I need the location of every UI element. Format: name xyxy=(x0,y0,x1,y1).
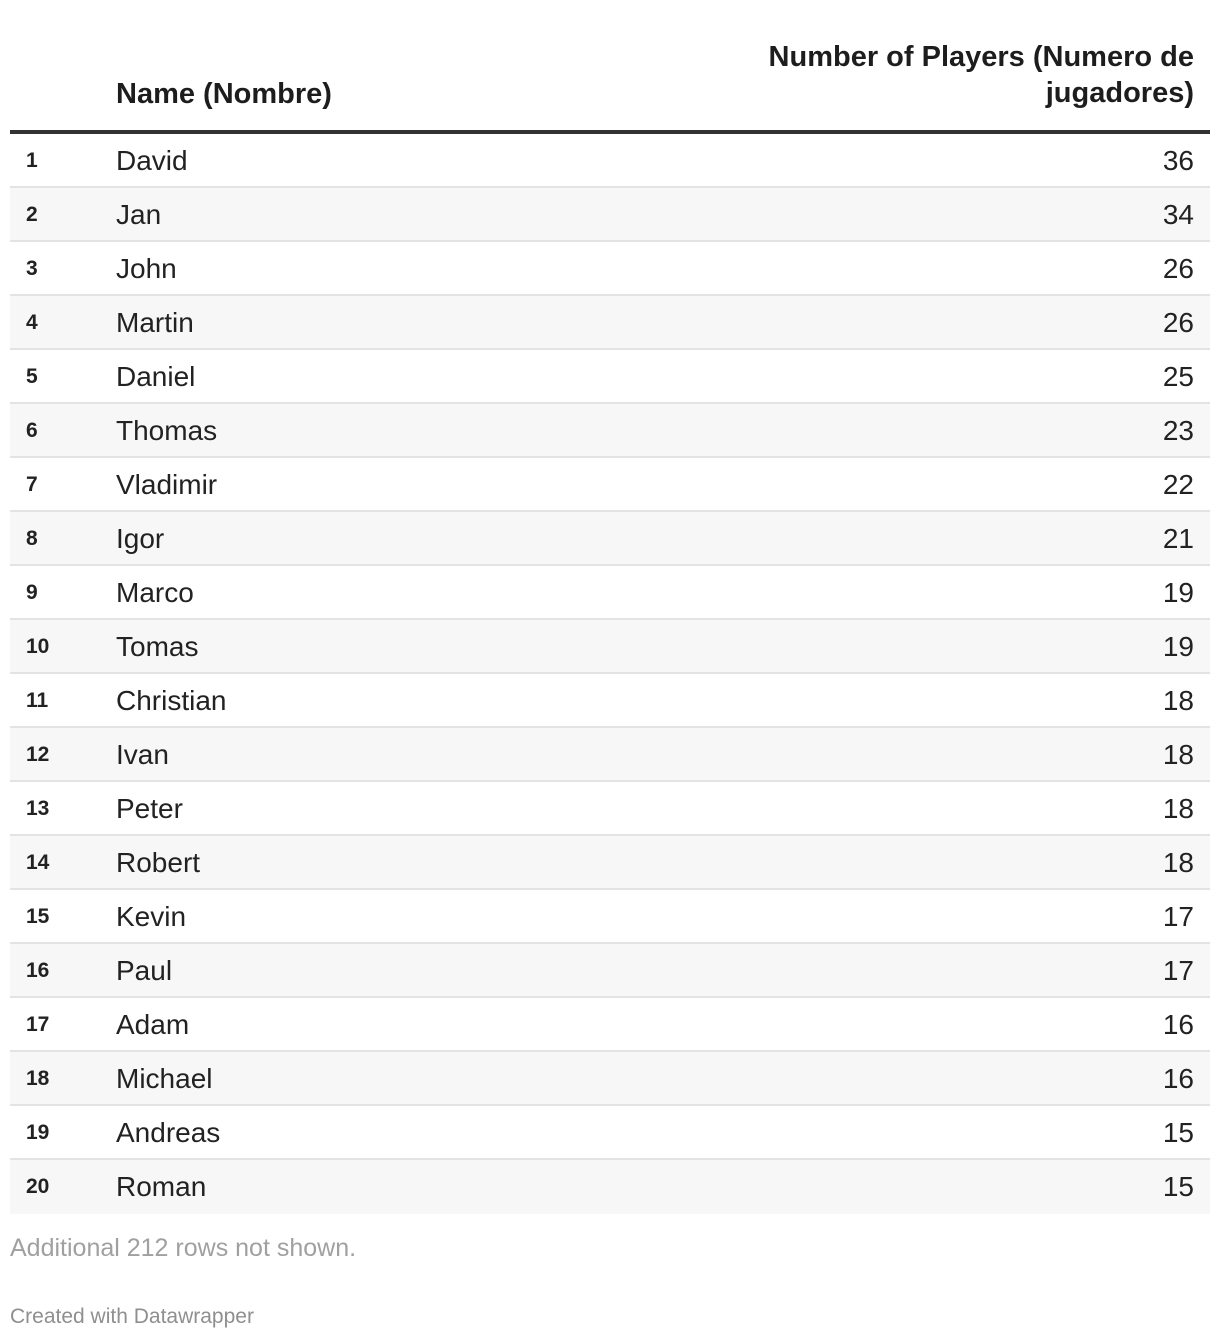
table-row xyxy=(10,404,1210,458)
row-player-count: 34 xyxy=(1162,199,1194,230)
row-name: Peter xyxy=(116,793,183,824)
column-header-name[interactable]: Name (Nombre) xyxy=(116,78,332,110)
table-row xyxy=(10,1106,1210,1160)
row-name: Michael xyxy=(116,1063,213,1094)
row-rank: 20 xyxy=(26,1175,50,1198)
row-player-count: 26 xyxy=(1162,253,1194,284)
row-player-count: 18 xyxy=(1162,739,1194,770)
table-row xyxy=(10,944,1210,998)
row-rank: 11 xyxy=(26,689,49,712)
row-rank: 14 xyxy=(26,851,50,874)
table-row xyxy=(10,890,1210,944)
row-name: Martin xyxy=(116,307,194,338)
table-header xyxy=(10,0,1210,134)
table-row xyxy=(10,620,1210,674)
table-row xyxy=(10,296,1210,350)
row-rank: 12 xyxy=(26,743,50,766)
row-name: Adam xyxy=(116,1009,190,1040)
table-row xyxy=(10,566,1210,620)
row-player-count: 26 xyxy=(1162,307,1194,338)
row-player-count: 16 xyxy=(1162,1063,1194,1094)
row-player-count: 17 xyxy=(1162,955,1194,986)
row-rank: 9 xyxy=(26,581,38,604)
row-player-count: 18 xyxy=(1162,847,1194,878)
row-rank: 10 xyxy=(26,635,50,658)
row-name: Andreas xyxy=(116,1117,221,1148)
table-row xyxy=(10,350,1210,404)
row-player-count: 19 xyxy=(1162,631,1194,662)
row-rank: 4 xyxy=(26,311,38,334)
table-row xyxy=(10,242,1210,296)
row-name: John xyxy=(116,253,177,284)
rows-not-shown-note: Additional 212 rows not shown. xyxy=(10,1234,357,1262)
table-row xyxy=(10,674,1210,728)
row-name: Marco xyxy=(116,577,194,608)
row-player-count: 15 xyxy=(1162,1117,1194,1148)
table-row xyxy=(10,188,1210,242)
row-rank: 15 xyxy=(26,905,50,928)
table-row xyxy=(10,1052,1210,1106)
table-row xyxy=(10,998,1210,1052)
datawrapper-credit: Created with Datawrapper xyxy=(10,1305,254,1328)
row-name: Jan xyxy=(116,199,162,230)
row-name: Daniel xyxy=(116,361,196,392)
row-player-count: 16 xyxy=(1162,1009,1194,1040)
row-player-count: 23 xyxy=(1162,415,1194,446)
row-rank: 5 xyxy=(26,365,38,388)
row-rank: 17 xyxy=(26,1013,50,1036)
row-rank: 6 xyxy=(26,419,38,442)
row-name: David xyxy=(116,145,188,176)
row-player-count: 18 xyxy=(1162,793,1194,824)
row-name: Igor xyxy=(116,523,165,554)
row-name: Kevin xyxy=(116,901,187,932)
row-rank: 3 xyxy=(26,257,38,280)
row-name: Ivan xyxy=(116,739,169,770)
row-player-count: 17 xyxy=(1162,901,1194,932)
row-rank: 18 xyxy=(26,1067,50,1090)
row-name: Vladimir xyxy=(116,469,218,500)
table-row xyxy=(10,512,1210,566)
row-player-count: 36 xyxy=(1162,145,1194,176)
row-rank: 8 xyxy=(26,527,38,550)
row-player-count: 22 xyxy=(1162,469,1194,500)
row-player-count: 25 xyxy=(1162,361,1194,392)
row-rank: 7 xyxy=(26,473,38,496)
row-name: Thomas xyxy=(116,415,218,446)
table-row xyxy=(10,1160,1210,1214)
row-rank: 2 xyxy=(26,203,38,226)
row-rank: 13 xyxy=(26,797,50,820)
column-header-players[interactable]: Number of Players (Numero de jugadores) xyxy=(768,41,1194,109)
row-player-count: 15 xyxy=(1162,1171,1194,1202)
row-rank: 16 xyxy=(26,959,50,982)
table-row xyxy=(10,134,1210,188)
row-name: Paul xyxy=(116,955,173,986)
table-row xyxy=(10,836,1210,890)
table-row xyxy=(10,458,1210,512)
row-player-count: 21 xyxy=(1162,523,1194,554)
row-name: Christian xyxy=(116,685,227,716)
row-name: Tomas xyxy=(116,631,199,662)
row-name: Robert xyxy=(116,847,201,878)
data-table xyxy=(10,0,1210,1214)
row-player-count: 18 xyxy=(1162,685,1194,716)
row-rank: 1 xyxy=(26,149,38,172)
table-body xyxy=(10,134,1210,1214)
row-player-count: 19 xyxy=(1162,577,1194,608)
row-rank: 19 xyxy=(26,1121,50,1144)
row-name: Roman xyxy=(116,1171,207,1202)
table-row xyxy=(10,728,1210,782)
table-row xyxy=(10,782,1210,836)
